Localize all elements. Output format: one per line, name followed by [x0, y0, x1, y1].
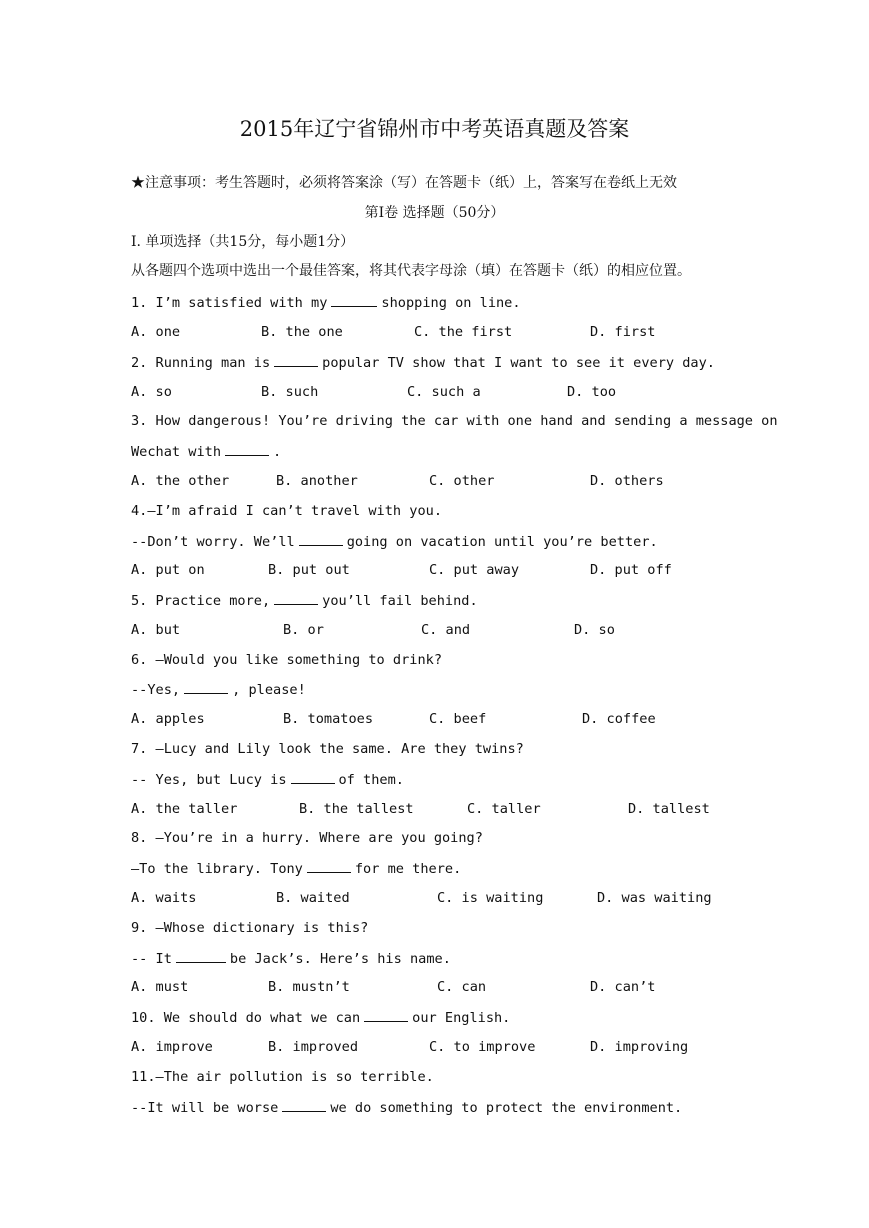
question-text: be Jack’s. Here’s his name.: [229, 951, 451, 967]
question-text: our English.: [412, 1010, 511, 1026]
question-8: [131, 859, 461, 878]
option-b: B. the one: [261, 324, 343, 340]
notice-text: ★注意事项：考生答题时，必须将答案涂（写）在答题卡（纸）上，答案写在卷纸上无效: [131, 175, 677, 191]
question-6: [131, 680, 306, 699]
option-a: A. but: [131, 622, 181, 638]
question-text: shopping on line.: [381, 295, 521, 311]
answer-blank: [274, 591, 318, 605]
question-text: -- It: [131, 951, 172, 967]
option-c: C. put away: [429, 562, 520, 578]
question-11-line1: 11.—The air pollution is so terrible.: [131, 1069, 434, 1085]
question-text: .: [273, 444, 282, 460]
question-text: 1. I’m satisfied with my: [131, 295, 328, 311]
option-a: A. one: [131, 324, 181, 340]
question-1: [131, 293, 521, 312]
option-b: B. or: [283, 622, 324, 638]
option-c: C. to improve: [429, 1039, 536, 1055]
answer-blank: [331, 293, 377, 307]
question-text: we do something to protect the environment.: [330, 1100, 683, 1116]
question-7-line1: 7. –Lucy and Lily look the same. Are they twins?: [131, 741, 524, 757]
option-a: A. apples: [131, 711, 205, 727]
question-3: [131, 442, 281, 461]
answer-blank: [291, 770, 335, 784]
question-text: 10. We should do what we can: [131, 1010, 361, 1026]
question-11: [131, 1098, 682, 1117]
option-d: D. can’t: [590, 979, 656, 995]
answer-blank: [176, 949, 226, 963]
question-4-line1: 4.—I’m afraid I can’t travel with you.: [131, 503, 442, 519]
option-d: D. tallest: [628, 801, 710, 817]
option-d: D. improving: [590, 1039, 689, 1055]
question-text: for me there.: [354, 861, 462, 877]
option-c: C. other: [429, 473, 495, 489]
question-6-line1: 6. –Would you like something to drink?: [131, 652, 442, 668]
question-text: you’ll fail behind.: [322, 593, 478, 609]
option-a: A. the other: [131, 473, 230, 489]
option-c: C. beef: [429, 711, 487, 727]
question-7: [131, 770, 404, 789]
option-d: D. first: [590, 324, 656, 340]
question-5: [131, 591, 478, 610]
answer-blank: [184, 680, 228, 694]
option-b: B. another: [276, 473, 358, 489]
question-text: --It will be worse: [131, 1100, 279, 1116]
question-text: of them.: [338, 772, 404, 788]
option-d: D. was waiting: [597, 890, 712, 906]
question-text: --Yes,: [131, 682, 181, 698]
question-text: —To the library. Tony: [131, 861, 303, 877]
option-c: C. such a: [407, 384, 481, 400]
question-9-line1: 9. –Whose dictionary is this?: [131, 920, 369, 936]
option-b: B. improved: [268, 1039, 359, 1055]
option-d: D. too: [567, 384, 617, 400]
answer-blank: [274, 353, 318, 367]
question-2: [131, 353, 715, 372]
option-b: B. tomatoes: [283, 711, 374, 727]
option-a: A. must: [131, 979, 189, 995]
question-text: , please!: [232, 682, 306, 698]
answer-blank: [364, 1008, 408, 1022]
option-b: B. the tallest: [299, 801, 414, 817]
option-a: A. improve: [131, 1039, 213, 1055]
option-a: A. put on: [131, 562, 205, 578]
instruction-text: 从各题四个选项中选出一个最佳答案，将其代表字母涂（填）在答题卡（纸）的相应位置。: [131, 263, 691, 279]
question-9: [131, 949, 451, 968]
option-a: A. so: [131, 384, 172, 400]
option-b: B. mustn’t: [268, 979, 350, 995]
question-3-line1: 3. How dangerous! You’re driving the car with one hand and sending a message on: [131, 413, 778, 429]
answer-blank: [225, 442, 269, 456]
question-text: popular TV show that I want to see it every day.: [322, 355, 715, 371]
volume-heading: 第Ⅰ卷 选择题（50分）: [364, 205, 505, 221]
answer-blank: [299, 532, 343, 546]
option-d: D. so: [574, 622, 615, 638]
option-d: D. put off: [590, 562, 672, 578]
question-4: [131, 532, 658, 551]
option-c: C. is waiting: [437, 890, 544, 906]
option-c: C. can: [437, 979, 487, 995]
question-text: Wechat with: [131, 444, 222, 460]
option-b: B. such: [261, 384, 319, 400]
question-8-line1: 8. –You’re in a hurry. Where are you going?: [131, 830, 483, 846]
option-b: B. put out: [268, 562, 350, 578]
question-10: [131, 1008, 510, 1027]
question-text: --Don’t worry. We’ll: [131, 534, 295, 550]
option-a: A. waits: [131, 890, 197, 906]
option-c: C. taller: [467, 801, 541, 817]
option-d: D. coffee: [582, 711, 656, 727]
option-c: C. and: [421, 622, 471, 638]
section-heading: Ⅰ. 单项选择（共15分，每小题1分）: [131, 234, 355, 250]
question-text: 5. Practice more,: [131, 593, 271, 609]
option-c: C. the first: [414, 324, 513, 340]
answer-blank: [307, 859, 351, 873]
answer-blank: [282, 1098, 326, 1112]
option-d: D. others: [590, 473, 664, 489]
question-text: going on vacation until you’re better.: [346, 534, 658, 550]
option-b: B. waited: [276, 890, 350, 906]
page-title: 2015年辽宁省锦州市中考英语真题及答案: [239, 117, 630, 141]
question-text: 2. Running man is: [131, 355, 271, 371]
question-text: -- Yes, but Lucy is: [131, 772, 287, 788]
option-a: A. the taller: [131, 801, 238, 817]
